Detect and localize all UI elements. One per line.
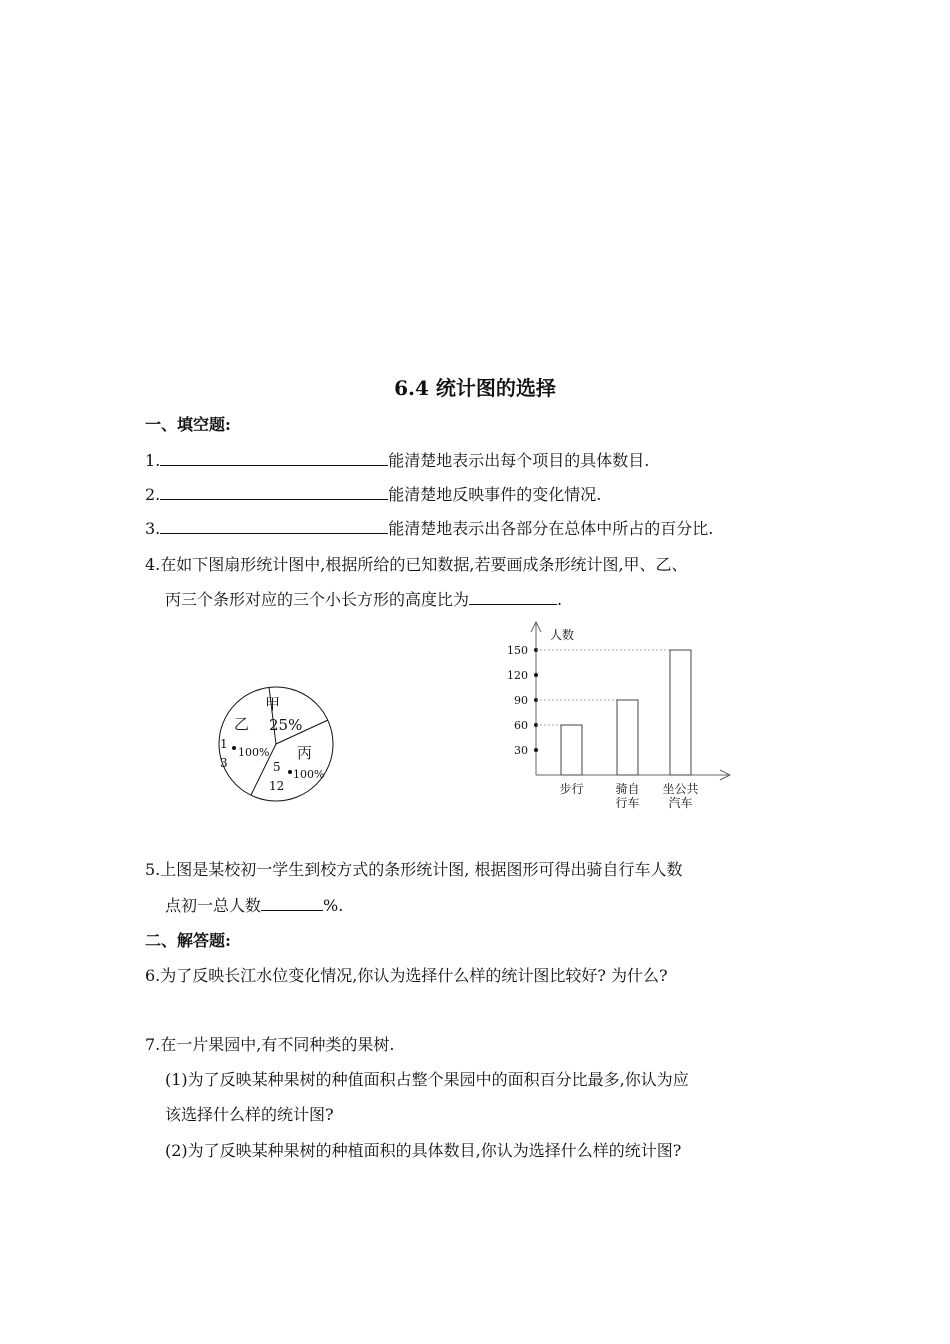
question-2 — [145, 482, 601, 505]
y-tick-label: 60 — [514, 719, 528, 732]
category-label: 行车 — [615, 796, 640, 810]
question-text: 能清楚地表示出各部分在总体中所占的百分比. — [388, 519, 714, 538]
answer-blank[interactable] — [160, 519, 388, 534]
question-7-part-1-line-1: (1)为了反映某种果树的种值面积占整个果园中的面积百分比最多,你认为应 — [165, 1070, 689, 1089]
pie-pct-jia: 25% — [269, 716, 303, 734]
category-label: 步行 — [559, 782, 584, 796]
answer-blank[interactable] — [469, 590, 557, 605]
category-label: 骑自 — [615, 782, 640, 796]
answer-blank[interactable] — [160, 485, 388, 500]
pie-bing-denominator: 12 — [269, 779, 285, 793]
question-7-part-2: (2)为了反映某种果树的种植面积的具体数目,你认为选择什么样的统计图? — [165, 1141, 682, 1160]
question-3 — [145, 516, 713, 539]
question-text: 点初一总人数 — [165, 896, 262, 915]
question-number: 3. — [145, 519, 161, 538]
pie-bing-dot — [288, 770, 292, 774]
pie-label-jia: 甲 — [265, 695, 281, 713]
bar — [670, 650, 691, 775]
category-label: 坐公共 — [662, 782, 699, 796]
bar — [617, 700, 638, 775]
section-heading-fill-blank: 一、填空题: — [145, 415, 231, 434]
pie-label-bing: 丙 — [297, 744, 313, 762]
y-tick-label: 30 — [514, 744, 528, 757]
question-4-line-1: 4.在如下图扇形统计图中,根据所给的已知数据,若要画成条形统计图,甲、乙、 — [145, 555, 688, 574]
question-1 — [145, 448, 649, 471]
question-number: 2. — [145, 485, 161, 504]
question-punct: %. — [323, 896, 344, 915]
pie-yi-pct: 100% — [238, 746, 270, 759]
pie-chart — [205, 680, 345, 810]
pie-yi-numerator: 1 — [220, 737, 228, 751]
pie-yi-dot — [232, 746, 236, 750]
question-text: 丙三个条形对应的三个小长方形的高度比为 — [165, 590, 470, 609]
answer-blank[interactable] — [261, 896, 323, 911]
question-7-part-1-line-2: 该选择什么样的统计图? — [165, 1105, 334, 1124]
pie-bing-numerator: 5 — [273, 760, 281, 774]
section-heading-answer: 二、解答题: — [145, 931, 231, 950]
bar — [561, 725, 582, 775]
question-punct: . — [557, 590, 563, 609]
question-number: 1. — [145, 451, 161, 470]
y-tick-dot — [534, 748, 538, 752]
y-tick-label: 120 — [507, 669, 528, 682]
question-5-line-1: 5.上图是某校初一学生到校方式的条形统计图, 根据图形可得出骑自行车人数 — [145, 860, 683, 879]
question-6: 6.为了反映长江水位变化情况,你认为选择什么样的统计图比较好? 为什么? — [145, 966, 668, 985]
y-axis-label: 人数 — [550, 628, 575, 642]
y-tick-dot — [534, 673, 538, 677]
question-5-line-2 — [165, 893, 343, 916]
question-text: 能清楚地反映事件的变化情况. — [388, 485, 602, 504]
pie-bing-pct: 100% — [293, 768, 325, 781]
page-title: 6.4 统计图的选择 — [394, 376, 556, 400]
pie-label-yi: 乙 — [234, 715, 250, 733]
y-tick-label: 150 — [507, 644, 528, 657]
question-4-line-2 — [165, 587, 562, 610]
category-label: 汽车 — [668, 796, 693, 810]
answer-blank[interactable] — [160, 451, 388, 466]
question-text: 能清楚地表示出每个项目的具体数目. — [388, 451, 650, 470]
pie-yi-denominator: 3 — [220, 756, 228, 770]
y-tick-label: 90 — [514, 694, 528, 707]
question-7-intro: 7.在一片果园中,有不同种类的果树. — [145, 1035, 395, 1054]
bar-chart — [490, 620, 750, 820]
